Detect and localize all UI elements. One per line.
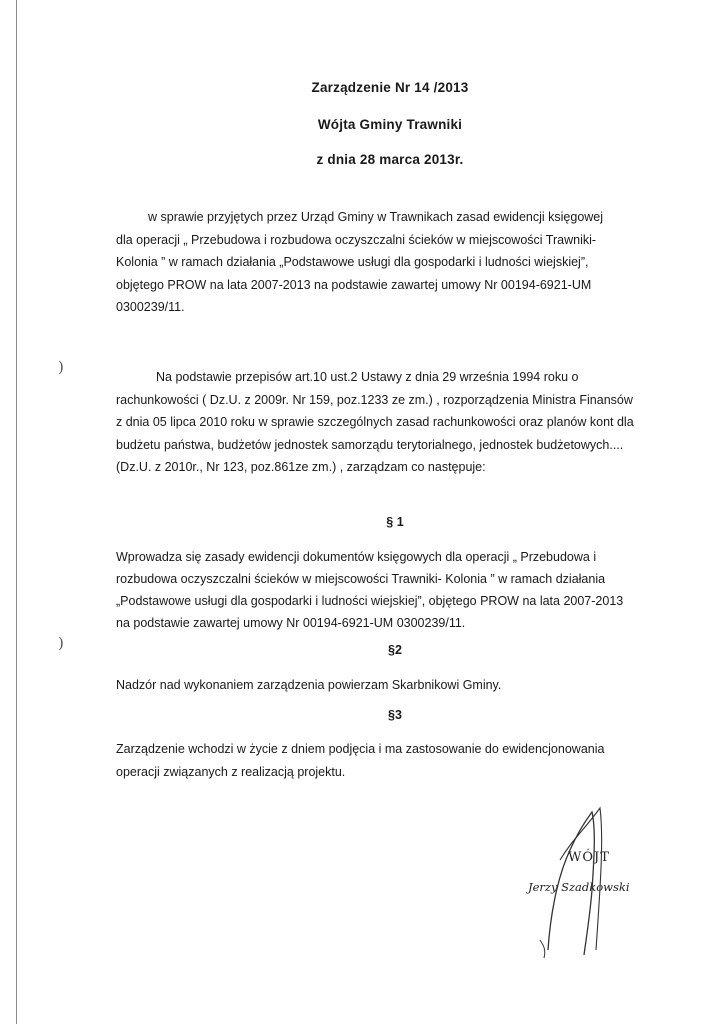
basis-line <box>116 366 666 389</box>
section-1-line: Wprowadza się zasady ewidencji dokumentów księgowych dla operacji „ Przebudowa i <box>116 550 597 564</box>
handwritten-signature <box>500 800 660 960</box>
basis-line: (Dz.U. z 2010r., Nr 123, poz.861ze zm.) , zarządzam co następuje: <box>116 460 486 474</box>
section-3-text <box>116 738 666 783</box>
section-1-line: „Podstawowe usługi dla gospodarki i ludności wiejskiej”, objętego PROW na lata 2007-2013 <box>116 594 624 608</box>
section-2-line: Nadzór nad wykonaniem zarządzenia powierzam Skarbnikowi Gminy. <box>116 678 502 692</box>
subject-line: dla operacji „ Przebudowa i rozbudowa oczyszczalni ścieków w miejscowości Trawniki- <box>116 232 597 247</box>
subject-paragraph <box>116 206 666 319</box>
subject-line: 0300239/11. <box>116 300 185 314</box>
signature-name: Jerzy Szadkowski <box>528 880 630 894</box>
section-1-line: rozbudowa oczyszczalni ścieków w miejscowości Trawniki- Kolonia ” w ramach działania <box>116 572 606 586</box>
basis-line: budżetu państwa, budżetów jednostek samorządu terytorialnego, jednostek budżetowych.... <box>116 437 624 452</box>
margin-mark: ) <box>58 358 64 376</box>
section-1-label: § 1 <box>386 515 404 529</box>
section-3-line: Zarządzenie wchodzi w życie z dniem podjęcia i ma zastosowanie do ewidencjonowania <box>116 742 605 756</box>
margin-mark: ) <box>58 634 64 652</box>
document-title: Zarządzenie Nr 14 /2013 <box>311 80 469 95</box>
section-3-line: operacji związanych z realizacją projektu. <box>116 764 346 779</box>
document-date: z dnia 28 marca 2013r. <box>316 152 464 167</box>
section-2-text <box>116 674 666 697</box>
section-3-label: §3 <box>388 708 402 722</box>
basis-line: rachunkowości ( Dz.U. z 2009r. Nr 159, poz.1233 ze zm.) , rozporządzenia Ministra Finansów <box>116 392 633 407</box>
issuer: Wójta Gminy Trawniki <box>317 117 463 132</box>
section-1-line: na podstawie zawartej umowy Nr 00194-6921-UM 0300239/11. <box>116 616 466 630</box>
legal-basis-paragraph <box>116 366 666 479</box>
subject-line: Kolonia ” w ramach działania „Podstawowe usługi dla gospodarki i ludności wiejskiej”, <box>116 255 589 269</box>
signature-title: WÓJT <box>568 850 610 865</box>
section-1-text <box>116 546 666 634</box>
section-2-label: §2 <box>388 643 402 657</box>
basis-line: z dnia 05 lipca 2010 roku w sprawie szczególnych zasad rachunkowości oraz planów kont dla <box>116 415 634 429</box>
subject-line <box>116 206 666 229</box>
subject-line-text: w sprawie przyjętych przez Urząd Gminy w Trawnikach zasad ewidencji księgowej <box>148 210 604 224</box>
scan-edge-line <box>16 0 17 1024</box>
basis-line-text: Na podstawie przepisów art.10 ust.2 Ustawy z dnia 29 września 1994 roku o <box>156 370 579 384</box>
subject-line: objętego PROW na lata 2007-2013 na podstawie zawartej umowy Nr 00194-6921-UM <box>116 277 592 292</box>
